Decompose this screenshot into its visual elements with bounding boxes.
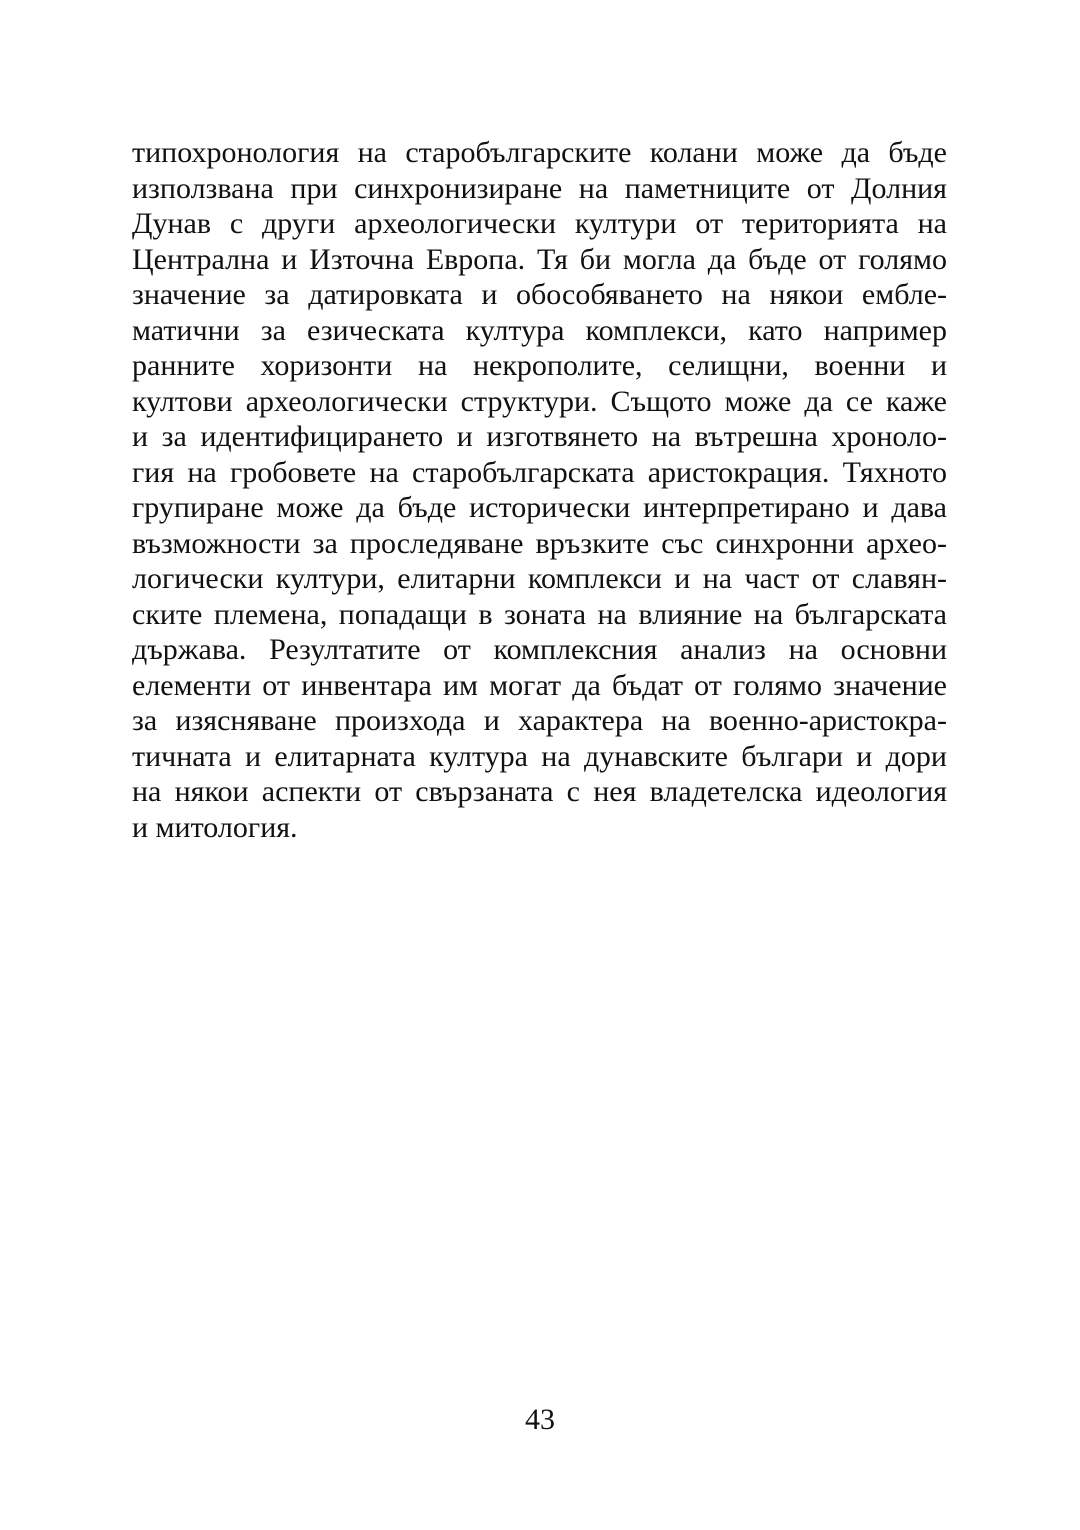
text-line: възможности за проследяване връзките със синхронни архео- xyxy=(132,526,947,560)
text-line: групиране може да бъде исторически интерпретирано и дава xyxy=(132,491,947,524)
text-line: Дунав с други археологически култури от територията на xyxy=(132,207,947,240)
text-line: ските племена, попадащи в зоната на влияние на българската xyxy=(132,597,947,631)
text-line: типохронология на старобългарските колани може да бъде xyxy=(132,136,947,169)
text-line: държава. Резултатите от комплексния анализ на основни xyxy=(132,633,947,666)
text-line: култови археологически структури. Същото може да се каже xyxy=(132,384,947,418)
text-line: гия на гробовете на старобългарската аристокрация. Тяхното xyxy=(132,455,947,489)
text-line: матични за езическата култура комплекси, като например xyxy=(132,313,947,347)
body-paragraph xyxy=(132,135,947,845)
text-line: и за идентифицирането и изготвянето на вътрешна хроноло- xyxy=(132,420,947,453)
text-line: елементи от инвентара им могат да бъдат от голямо значение xyxy=(132,668,947,702)
text-line: тичната и елитарната култура на дунавските българи и дори xyxy=(132,739,947,773)
text-line: значение за датировката и обособяването на някои ембле- xyxy=(132,278,947,311)
text-line: за изясняване произхода и характера на военно-аристокра- xyxy=(132,704,947,737)
text-line: Централна и Източна Европа. Тя би могла да бъде от голямо xyxy=(132,242,947,276)
text-line-last: и митология. xyxy=(132,810,298,844)
text-line: логически култури, елитарни комплекси и на част от славян- xyxy=(132,562,947,595)
text-line: на някои аспекти от свързаната с нея владетелска идеология xyxy=(132,775,947,808)
text-line: използвана при синхронизиране на паметниците от Долния xyxy=(132,171,947,205)
text-line: ранните хоризонти на некрополите, селищни, военни и xyxy=(132,349,947,382)
page-number: 43 xyxy=(525,1403,555,1436)
